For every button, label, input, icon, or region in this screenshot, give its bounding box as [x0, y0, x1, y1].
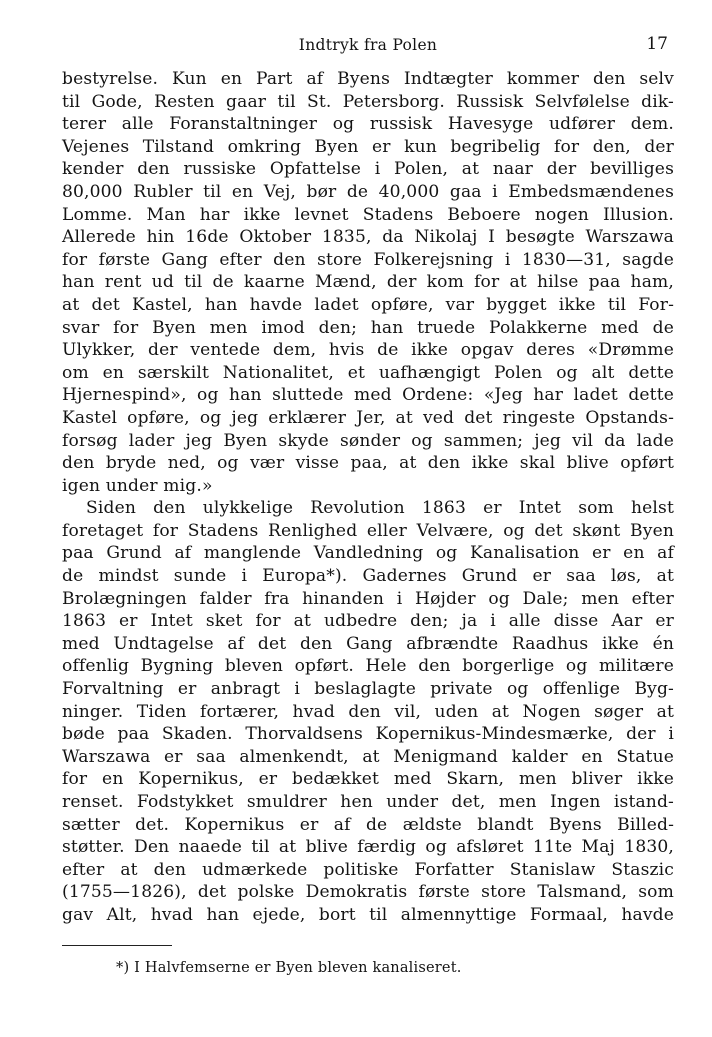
text-line: bestyrelse. Kun en Part af Byens Indtægter kommer den selv: [62, 69, 674, 89]
text-line: igen under mig.»: [62, 475, 213, 496]
text-line: Ulykker, der ventede dem, hvis de ikke opgav deres «Drømme: [62, 340, 674, 361]
text-line: den bryde ned, og vær visse paa, at den ikke skal blive opført: [62, 453, 674, 474]
text-line: han rent ud til de kaarne Mænd, der kom for at hilse paa ham,: [62, 272, 674, 293]
text-line: Lomme. Man har ikke levnet Stadens Beboere nogen Illusion.: [62, 204, 674, 225]
text-line: med Undtagelse af det den Gang afbrændte Raadhus ikke én: [62, 633, 674, 654]
text-line: Kastel opføre, og jeg erklærer Jer, at ved det ringeste Opstands-: [62, 407, 674, 428]
text-line: 80,000 Rubler til en Vej, bør de 40,000 gaa i Embedsmændenes: [62, 181, 674, 202]
text-line: for første Gang efter den store Folkerejsning i 1830—31, sagde: [62, 249, 674, 270]
text-line: offenlig Bygning bleven opført. Hele den borgerlige og militære: [62, 656, 674, 677]
text-line: terer alle Foranstaltninger og russisk Havesyge udfører dem.: [62, 114, 674, 135]
text-line: til Gode, Resten gaar til St. Petersborg. Russisk Selvfølelse dik-: [62, 91, 674, 112]
body-text: [62, 68, 674, 927]
text-line: (1755—1826), det polske Demokratis første store Talsmand, som: [62, 882, 674, 903]
text-line: foretaget for Stadens Renlighed eller Velvære, og det skønt Byen: [62, 520, 674, 541]
page-header: [62, 34, 674, 60]
text-line: om en særskilt Nationalitet, et uafhængigt Polen og alt dette: [62, 362, 674, 383]
text-line: Forvaltning er anbragt i beslaglagte private og offenlige Byg-: [62, 679, 674, 700]
text-line: Hjernespind», og han sluttede med Ordene: «Jeg har ladet dette: [62, 385, 674, 406]
text-line: Vejenes Tilstand omkring Byen er kun begribelig for den, der: [62, 136, 674, 157]
text-line: Siden den ulykkelige Revolution 1863 er Intet som helst: [86, 498, 674, 519]
text-line: efter at den udmærkede politiske Forfatter Stanislaw Staszic: [62, 859, 674, 880]
footnote-divider: [62, 945, 172, 946]
text-line: forsøg lader jeg Byen skyde sønder og sammen; jeg vil da lade: [62, 430, 674, 451]
book-page: [62, 34, 674, 976]
text-line: bøde paa Skaden. Thorvaldsens Kopernikus-Mindesmærke, der i: [62, 724, 674, 745]
text-line: Brolægningen falder fra hinanden i Højder og Dale; men efter: [62, 588, 674, 609]
text-line: gav Alt, hvad han ejede, bort til almennyttige Formaal, havde: [62, 904, 674, 925]
text-line: de mindst sunde i Europa*). Gadernes Grund er saa løs, at: [62, 566, 674, 587]
text-line: at det Kastel, han havde ladet opføre, var bygget ikke til For-: [62, 294, 674, 315]
text-line: svar for Byen men imod den; han truede Polakkerne med de: [62, 317, 674, 338]
text-line: for en Kopernikus, er bedækket med Skarn, men bliver ikke: [62, 769, 674, 790]
text-line: renset. Fodstykket smuldrer hen under det, men Ingen istand-: [62, 792, 674, 812]
text-line: Allerede hin 16de Oktober 1835, da Nikolaj I besøgte Warszawa: [62, 227, 674, 248]
text-line: ninger. Tiden fortærer, hvad den vil, uden at Nogen søger at: [62, 701, 674, 722]
text-line: paa Grund af manglende Vandledning og Kanalisation er en af: [62, 543, 674, 564]
text-line: Warszawa er saa almenkendt, at Menigmand kalder en Statue: [62, 746, 674, 767]
footnote: *) I Halvfemserne er Byen bleven kanaliseret.: [116, 959, 462, 976]
page-number: 17: [646, 34, 668, 54]
text-line: sætter det. Kopernikus er af de ældste blandt Byens Billed-: [62, 814, 674, 835]
running-title: Indtryk fra Polen: [298, 36, 438, 54]
text-line: støtter. Den naaede til at blive færdig og afsløret 11te Maj 1830,: [62, 837, 674, 858]
text-line: 1863 er Intet sket for at udbedre den; ja i alle disse Aar er: [62, 611, 674, 632]
text-line: kender den russiske Opfattelse i Polen, at naar der bevilliges: [62, 159, 674, 180]
